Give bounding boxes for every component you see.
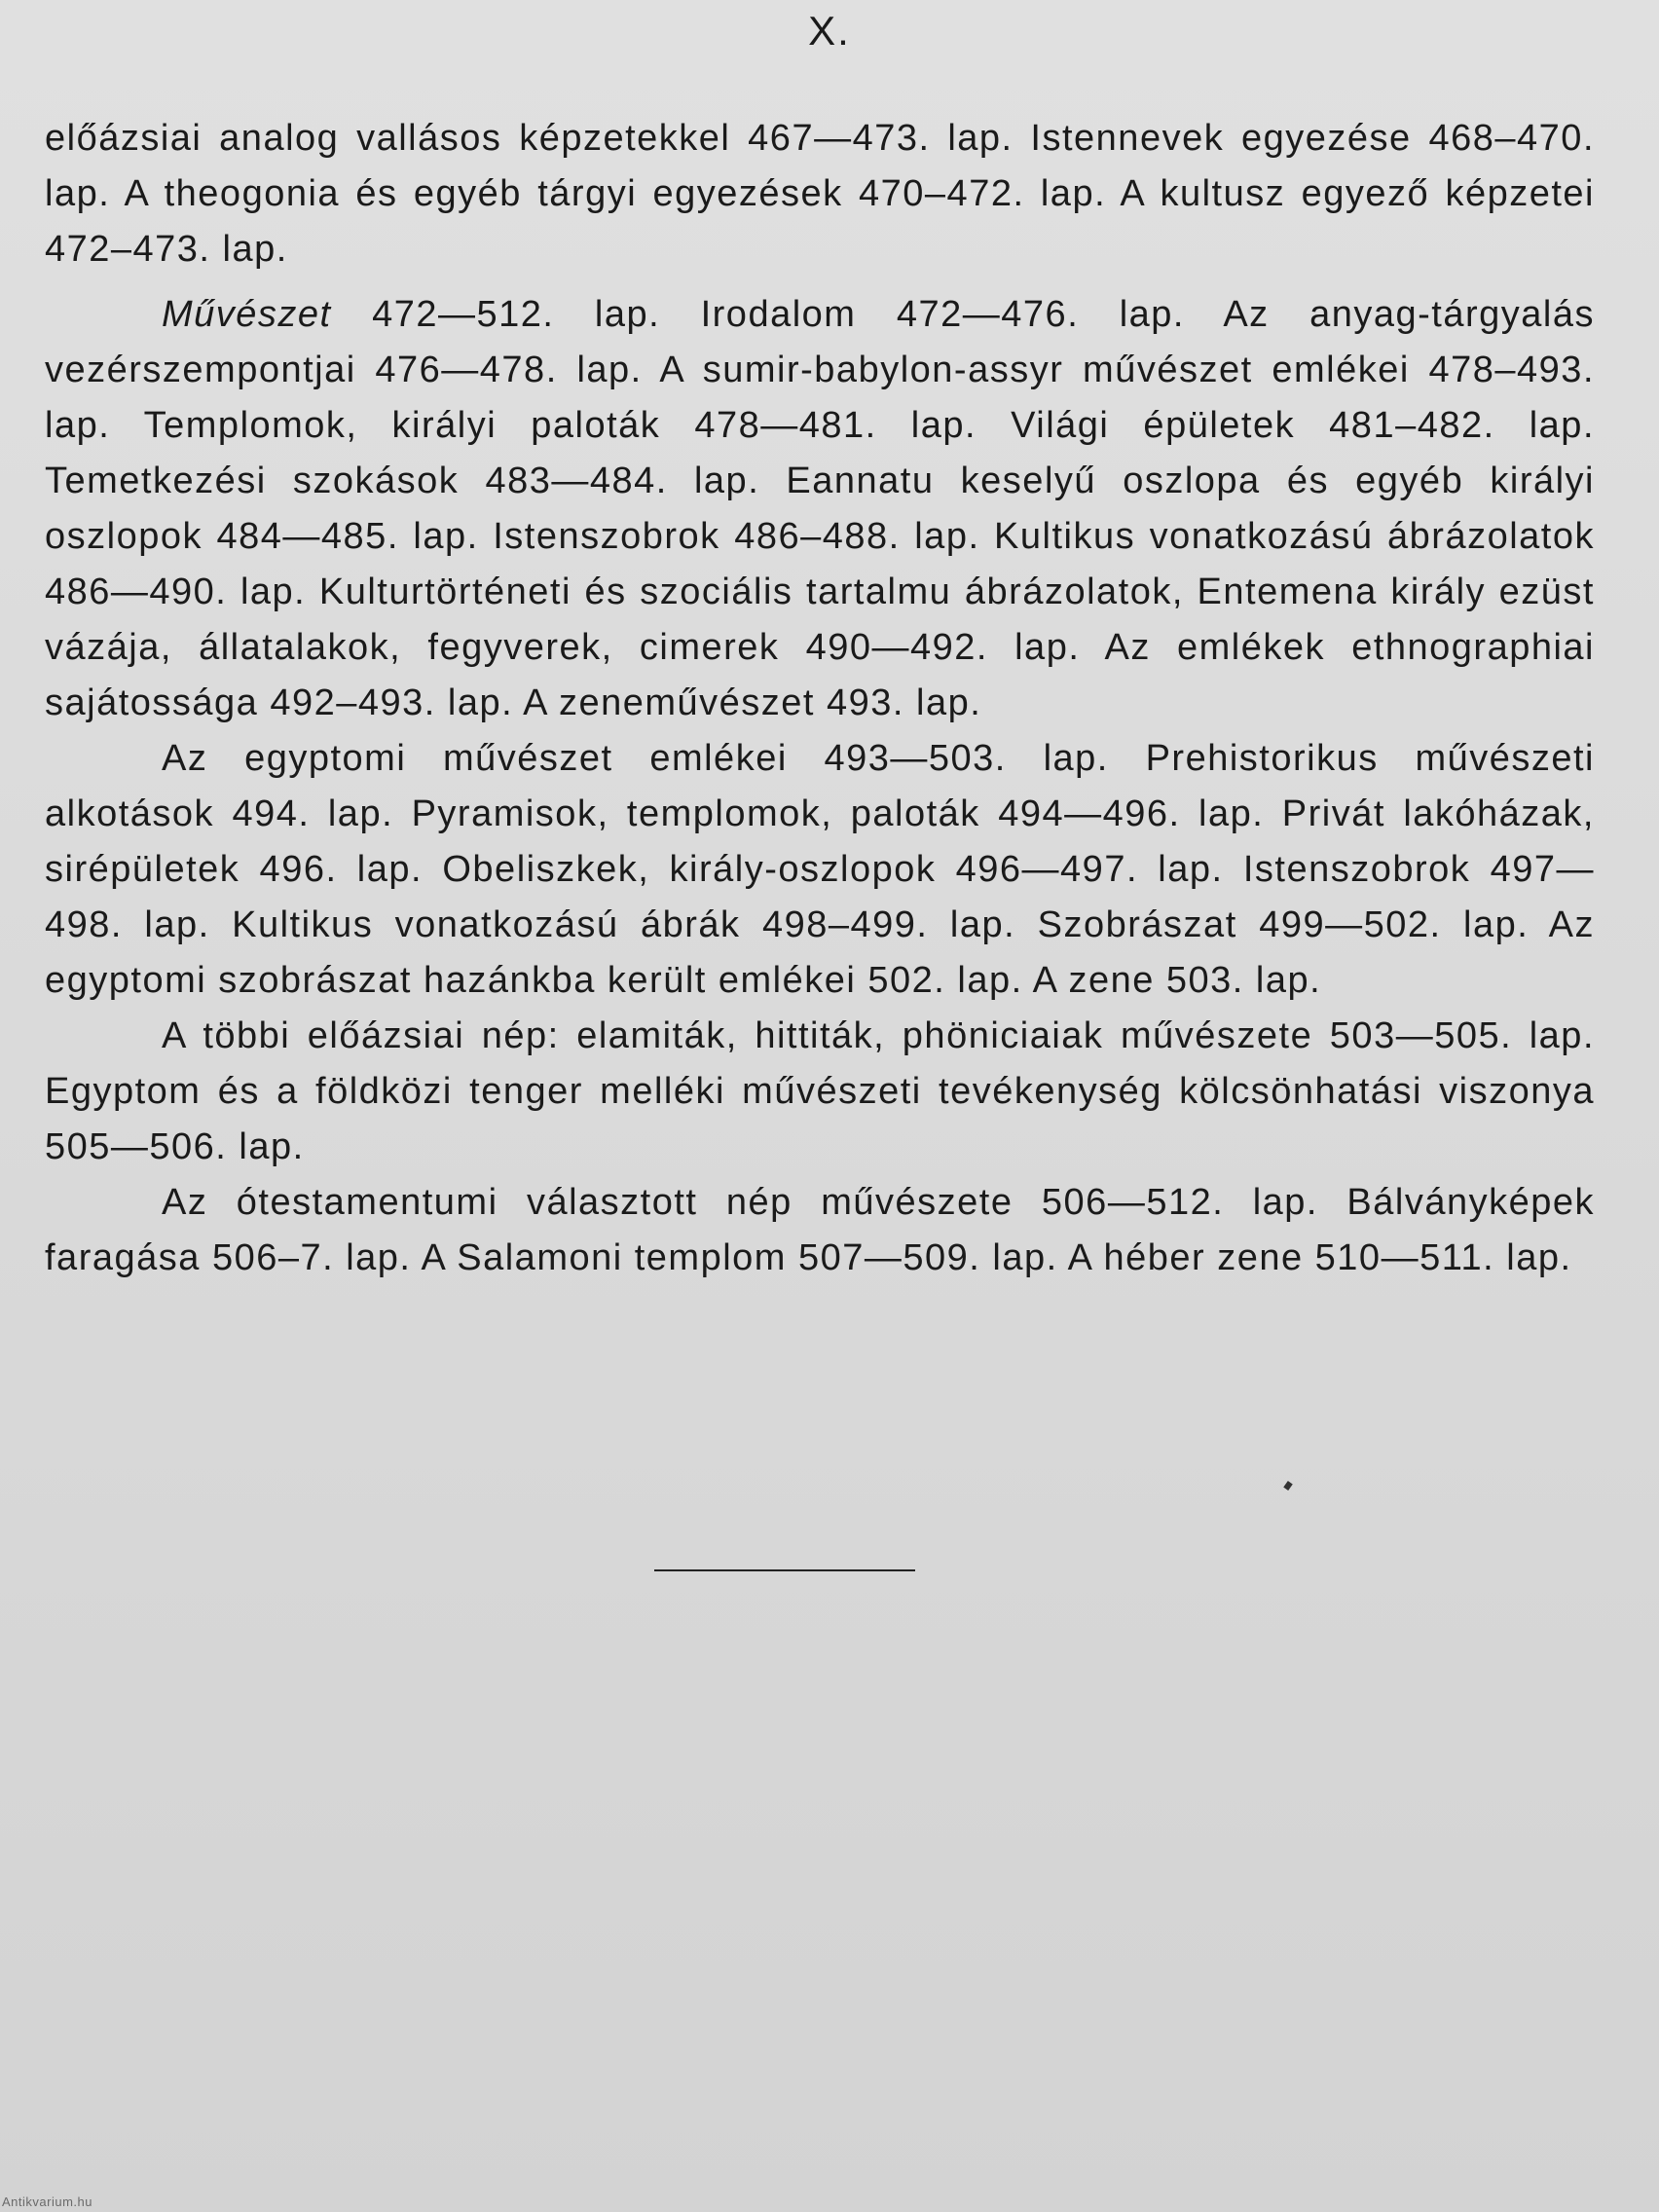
paragraph-continuation: előázsiai analog vallásos képzetekkel 467—473. lap. Istennevek egyezése 468–470. lap. A theogonia és egyéb tárgyi egyezések 470–472. lap. A kultusz egyező képzetei 472–473. lap. xyxy=(45,118,1595,270)
section-heading-muveszet: Művészet xyxy=(162,294,332,335)
page-number: X. xyxy=(808,8,851,54)
ink-speck xyxy=(1283,1481,1293,1491)
table-of-contents-text xyxy=(45,111,1595,1286)
paragraph-muveszet-body: 472—512. lap. Irodalom 472—476. lap. Az anyag-tárgyalás vezérszempontjai 476—478. lap. A sumir-babylon-assyr művészet emlékei 478–493. lap. Templomok, királyi paloták 478—481. lap. Világi épületek 481–482. lap. Temetkezési szokások 483—484. lap. Eannatu keselyű oszlopa és egyéb királyi oszlopok 484—485. lap. Istenszobrok 486–488. lap. Kultikus vonatkozású ábrázolatok 486—490. lap. Kulturtörténeti és szociális tartalmu ábrázolatok, Entemena király ezüst vázája, állatalakok, fegyverek, cimerek 490—492. lap. Az emlékek ethnographiai sajátossága 492–493. lap. A zeneművészet 493. lap. xyxy=(45,294,1595,723)
section-end-rule xyxy=(654,1569,915,1571)
paragraph-egyptomi-muveszet: Az egyptomi művészet emlékei 493—503. lap. Prehistorikus művészeti alkotások 494. lap. Pyramisok, templomok, paloták 494—496. lap. Privát lakóházak, sirépületek 496. lap. Obeliszkek, király-oszlopok 496—497. lap. Istenszobrok 497—498. lap. Kultikus vonatkozású ábrák 498–499. lap. Szobrászat 499—502. lap. Az egyptomi szobrászat hazánkba került emlékei 502. lap. A zene 503. lap. xyxy=(45,738,1595,1001)
paragraph-tobbi-eloazsiai-nep: A többi előázsiai nép: elamiták, hittiták, phöniciaiak művészete 503—505. lap. Egyptom és a földközi tenger melléki művészeti tevékenység kölcsönhatási viszonya 505—506. lap. xyxy=(45,1015,1595,1167)
watermark: Antikvarium.hu xyxy=(2,2194,92,2209)
paragraph-otestamentumi-nep: Az ótestamentumi választott nép művészete 506—512. lap. Bálványképek faragása 506–7. lap. A Salamoni templom 507—509. lap. A héber zene 510—511. lap. xyxy=(45,1182,1595,1278)
paragraph-muveszet xyxy=(45,287,1595,731)
